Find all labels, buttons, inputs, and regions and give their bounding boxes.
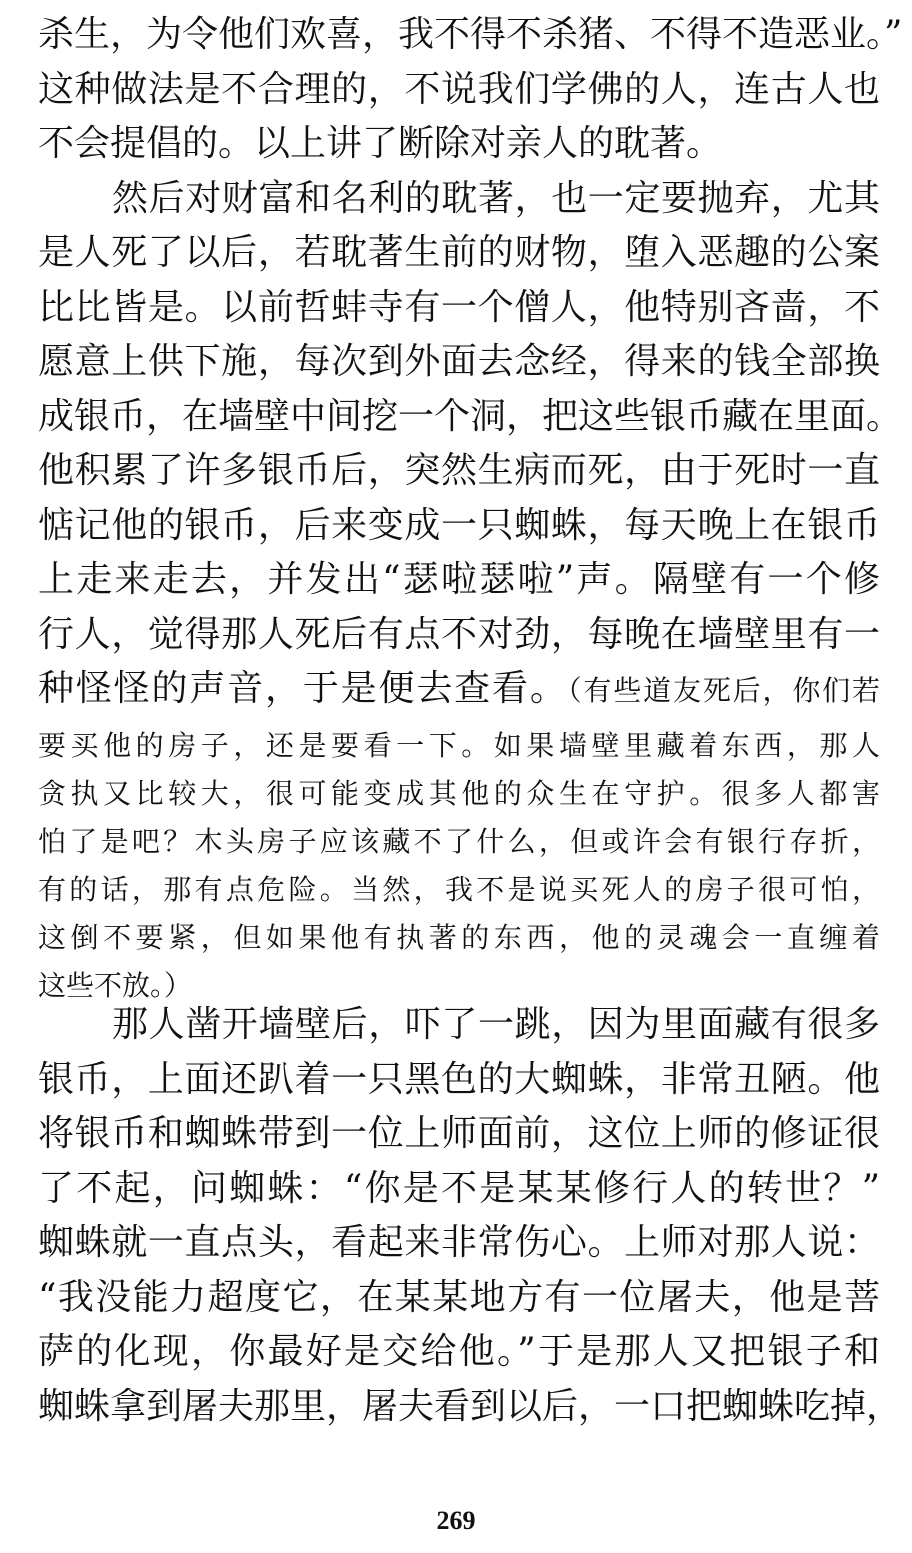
text-line: 蜘蛛拿到屠夫那里，屠夫看到以后，一口把蜘蛛吃掉， [38, 1385, 903, 1427]
note-line: 这些不放。） [38, 969, 193, 1002]
note-line: 要买他的房子，还是要看一下。如果墙壁里藏着东西，那人 [38, 729, 880, 762]
text-line: 萨的化现，你最好是交给他。”于是那人又把银子和 [38, 1331, 880, 1372]
text-line: 了不起，问蜘蛛：“你是不是某某修行人的转世？” [38, 1167, 880, 1209]
text-line-mixed [38, 662, 880, 717]
text-line: 比比皆是。以前哲蚌寺有一个僧人，他特别吝啬，不 [38, 286, 880, 328]
text-line: 不会提倡的。以上讲了断除对亲人的耽著。 [38, 123, 723, 164]
page-number: 269 [436, 1506, 476, 1535]
text-line: 他积累了许多银币后，突然生病而死，由于死时一直 [38, 450, 880, 491]
body-text-bottom [38, 998, 903, 1434]
note-line: 这倒不要紧，但如果他有执著的东西，他的灵魂会一直缠着 [38, 921, 880, 954]
text-line: 银币，上面还趴着一只黑色的大蜘蛛，非常丑陋。他 [38, 1058, 880, 1100]
text-line: 惦记他的银币，后来变成一只蜘蛛，每天晚上在银币 [38, 504, 880, 546]
note-line: 怕了是吧？木头房子应该藏不了什么，但或许会有银行存折， [38, 825, 880, 858]
text-line: “我没能力超度它，在某某地方有一位屠夫，他是菩 [38, 1276, 880, 1318]
text-line: 上走来走去，并发出“瑟啦瑟啦”声。隔壁有一个修 [38, 559, 880, 600]
text-line-paragraph-start: 然后对财富和名利的耽著，也一定要抛弃，尤其 [112, 177, 880, 219]
note-line: 有的话，那有点危险。当然，我不是说买死人的房子很可怕， [38, 873, 880, 906]
note-line: 贪执又比较大，很可能变成其他的众生在守护。很多人都害 [38, 777, 880, 810]
text-line: 愿意上供下施，每次到外面去念经，得来的钱全部换 [38, 341, 880, 382]
text-line: 行人，觉得那人死后有点不对劲，每晚在墙壁里有一 [38, 613, 880, 655]
text-line: 是人死了以后，若耽著生前的财物，堕入恶趣的公案 [38, 232, 880, 273]
text-line: 这种做法是不合理的，不说我们学佛的人，连古人也 [38, 68, 880, 110]
annotation-text [38, 722, 880, 1010]
text-line: 将银币和蜘蛛带到一位上师面前，这位上师的修证很 [38, 1113, 880, 1154]
text-line: 杀生，为令他们欢喜，我不得不杀猪、不得不造恶业。” [38, 14, 903, 55]
main-text-part: 种怪怪的声音，于是便去查看。 [38, 668, 568, 709]
note-text-part: （有些道友死后，你们若 [567, 674, 880, 707]
text-line-paragraph-start: 那人凿开墙壁后，吓了一跳，因为里面藏有很多 [112, 1004, 880, 1045]
text-line: 成银币，在墙壁中间挖一个洞，把这些银币藏在里面。 [38, 395, 903, 437]
body-text-top [38, 8, 903, 717]
text-line: 蜘蛛就一直点头，看起来非常伤心。上师对那人说： [38, 1222, 880, 1263]
